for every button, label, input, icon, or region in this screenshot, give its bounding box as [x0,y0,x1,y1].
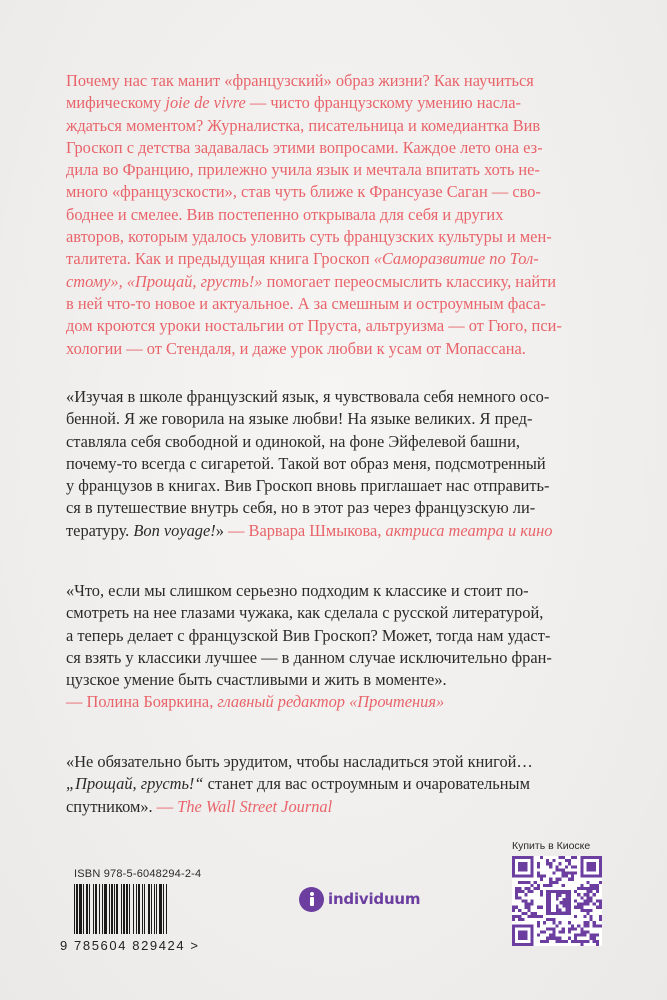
quote-line: почему-то всегда с сигаретой. Такой вот образ меня, подсмотренный [66,453,546,473]
quote-line: ся взять у классики лучшее — в данном случае исключительно фран- [66,647,552,667]
annotation-line-13: хологии — от Стендаля, и даже урок любви к усам от Мопассана. [66,338,526,358]
publisher-logo [299,886,420,912]
annotation-line-2: мифическому joie de vivre — чисто французскому умению насла- [66,93,521,113]
annotation-line-5: дила во Францию, прилежно учила язык и мечтала впитать хоть не- [66,160,540,180]
quote-line: „Прощай, грусть!“ станет для вас остроумным и очаровательным [66,774,530,794]
quote-line: а теперь делает с французской Вив Гроскоп? Может, тогда нам удаст- [66,625,551,645]
quote-line-attribution: спутником». — The Wall Street Journal [66,796,333,816]
quote-wsj [66,751,602,818]
quote-line: ставляла себя свободной и одинокой, на фоне Эйфелевой башни, [66,431,520,451]
qr-code-icon[interactable] [512,856,602,946]
quote-line: «Изучая в школе французский язык, я чувствовала себя немного осо- [66,387,550,406]
quote-line: у французов в книгах. Вив Гроскоп вновь приглашает нас отправить- [66,476,550,496]
barcode-icon [74,884,200,934]
barcode-digits: 9 785604 829424 > [60,938,200,953]
quote-line: смотреть на нее глазами чужака, как сделала с русской литературой, [66,603,544,623]
annotation-line-7: боднее и смелее. Вив постепенно открывала для себя и других [66,204,504,224]
quote-line: бенной. Я же говорила на языке любви! На языке великих. Я пред- [66,409,533,429]
annotation-paragraph [66,70,602,360]
annotation-line-1: Почему нас так манит «французский» образ жизни? Как научиться [66,71,534,90]
annotation-line-11: в ней что-то новое и актуальное. А за смешным и остроумным фаса- [66,293,546,313]
annotation-line-8: авторов, которым удалось уловить суть французских культуры и мен- [66,227,552,247]
isbn-text: ISBN 978-5-6048294-2-4 [74,868,202,880]
quote-attribution: — Полина Бояркина, главный редактор «Прочтения» [66,692,445,712]
quote-shmykova [66,386,602,542]
quote-line: «Что, если мы слишком серьезно подходим к классике и стоит по- [66,581,529,600]
individuum-i-icon [299,887,324,912]
quote-line-attribution: тературу. Bon voyage!» — Варвара Шмыкова, актриса театра и кино [66,520,553,540]
quote-boyarkina [66,580,602,714]
publisher-name: individuum [328,890,421,908]
qr-label: Купить в Киоске [512,840,591,852]
annotation-line-4: Гроскоп с детства задавалась этими вопросами. Каждое лето она ез- [66,137,543,157]
quote-line: «Не обязательно быть эрудитом, чтобы насладиться этой книгой… [66,752,533,771]
annotation-line-3: ждаться моментом? Журналистка, писательница и комедиантка Вив [66,115,541,135]
quote-line: цузское умение быть счастливыми и жить в моменте». [66,670,447,690]
annotation-line-9: талитета. Как и предыдущая книга Гроскоп «Саморазвитие по Тол- [66,249,539,269]
annotation-line-10: стому», «Прощай, грусть!» помогает переосмыслить классику, найти [66,271,557,291]
annotation-line-12: дом кроются уроки ностальгии от Пруста, альтруизма — от Гюго, пси- [66,316,562,336]
quote-line: ся в путешествие внутрь себя, но в этот раз через французскую ли- [66,498,536,518]
annotation-line-6: много «французскости», став чуть ближе к Франсуазе Саган — сво- [66,182,541,202]
